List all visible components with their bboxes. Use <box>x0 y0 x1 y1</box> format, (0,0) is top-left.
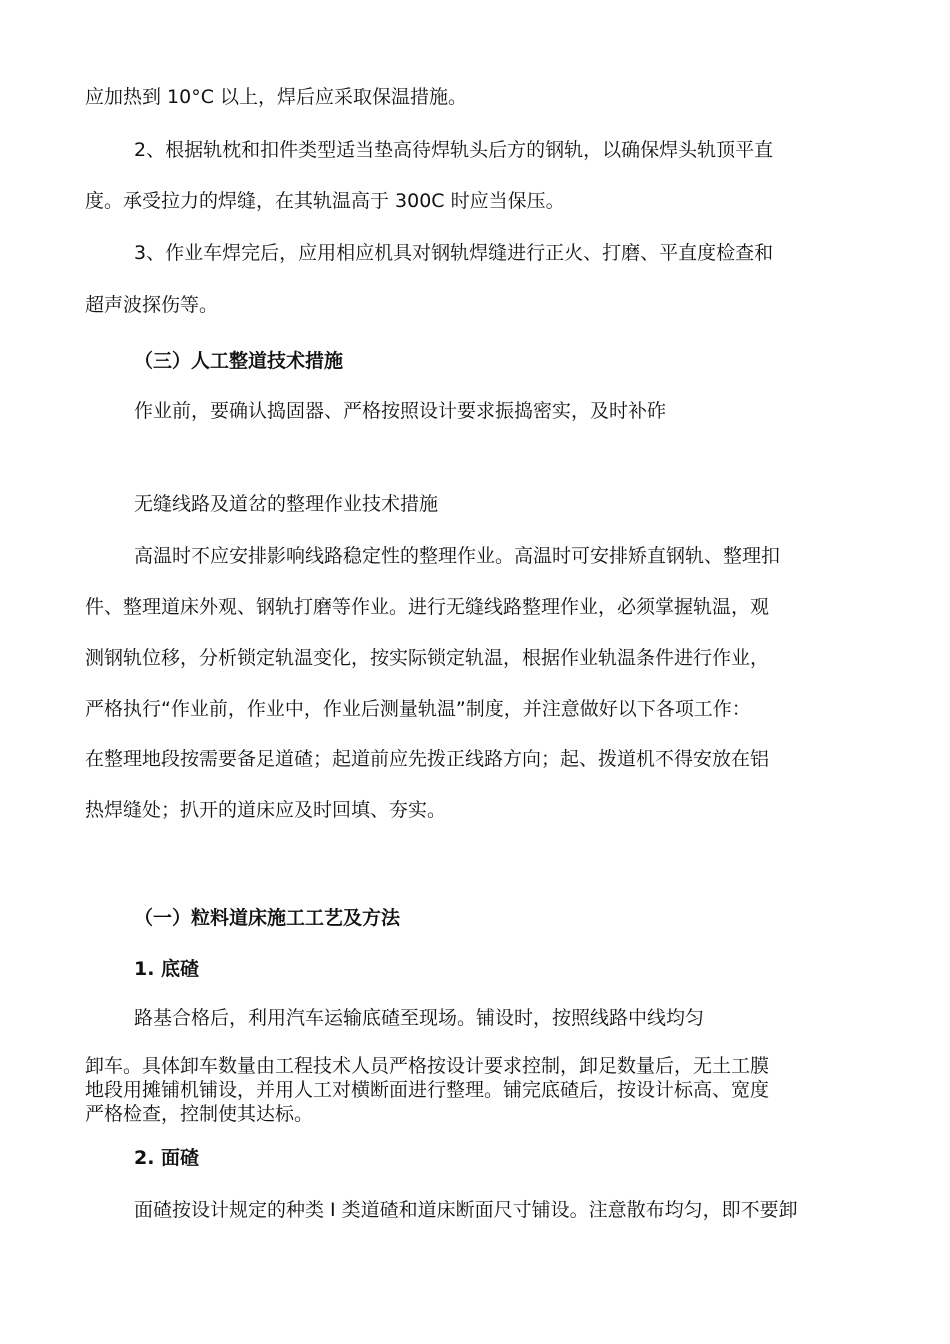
text-line: 件、整理道床外观、钢轨打磨等作业。进行无缝线路整理作业，必须掌握轨温，观 <box>85 596 770 618</box>
text-line: 2、根据轨枕和扣件类型适当垫高待焊轨头后方的钢轨，以确保焊头轨顶平直 <box>134 139 774 161</box>
section-heading: （三）人工整道技术措施 <box>134 350 344 372</box>
text-line: 地段用摊铺机铺设，并用人工对横断面进行整理。铺完底碴后，按设计标高、宽度 <box>85 1079 770 1101</box>
text-line: 路基合格后，利用汽车运输底碴至现场。铺设时，按照线路中线均匀 <box>134 1007 705 1029</box>
section-heading: （一）粒料道床施工工艺及方法 <box>134 907 401 929</box>
text-line: 3、作业车焊完后，应用相应机具对钢轨焊缝进行正火、打磨、平直度检查和 <box>134 242 774 264</box>
text-line: 面碴按设计规定的种类 I 类道碴和道床断面尺寸铺设。注意散布均匀，即不要卸 <box>134 1199 798 1221</box>
text-line: 无缝线路及道岔的整理作业技术措施 <box>134 493 439 515</box>
text-line: 测钢轨位移，分析锁定轨温变化，按实际锁定轨温，根据作业轨温条件进行作业， <box>85 647 770 669</box>
text-line: 度。承受拉力的焊缝，在其轨温高于 300C 时应当保压。 <box>85 190 565 212</box>
text-line: 热焊缝处；扒开的道床应及时回填、夯实。 <box>85 799 447 821</box>
text-line: 严格检查，控制使其达标。 <box>85 1103 314 1125</box>
sub-heading: 2. 面碴 <box>134 1147 200 1169</box>
text-line: 高温时不应安排影响线路稳定性的整理作业。高温时可安排矫直钢轨、整理扣 <box>134 545 781 567</box>
text-line: 超声波探伤等。 <box>85 294 219 316</box>
text-line: 应加热到 10°C 以上，焊后应采取保温措施。 <box>85 86 468 108</box>
text-line: 作业前，要确认捣固器、严格按照设计要求振捣密实，及时补砟 <box>134 400 667 422</box>
text-line: 卸车。具体卸车数量由工程技术人员严格按设计要求控制，卸足数量后，无土工膜 <box>85 1055 770 1077</box>
text-line: 在整理地段按需要备足道碴；起道前应先拨正线路方向；起、拨道机不得安放在铝 <box>85 748 770 770</box>
sub-heading: 1. 底碴 <box>134 958 200 980</box>
text-line: 严格执行“作业前，作业中，作业后测量轨温”制度，并注意做好以下各项工作： <box>85 698 751 720</box>
